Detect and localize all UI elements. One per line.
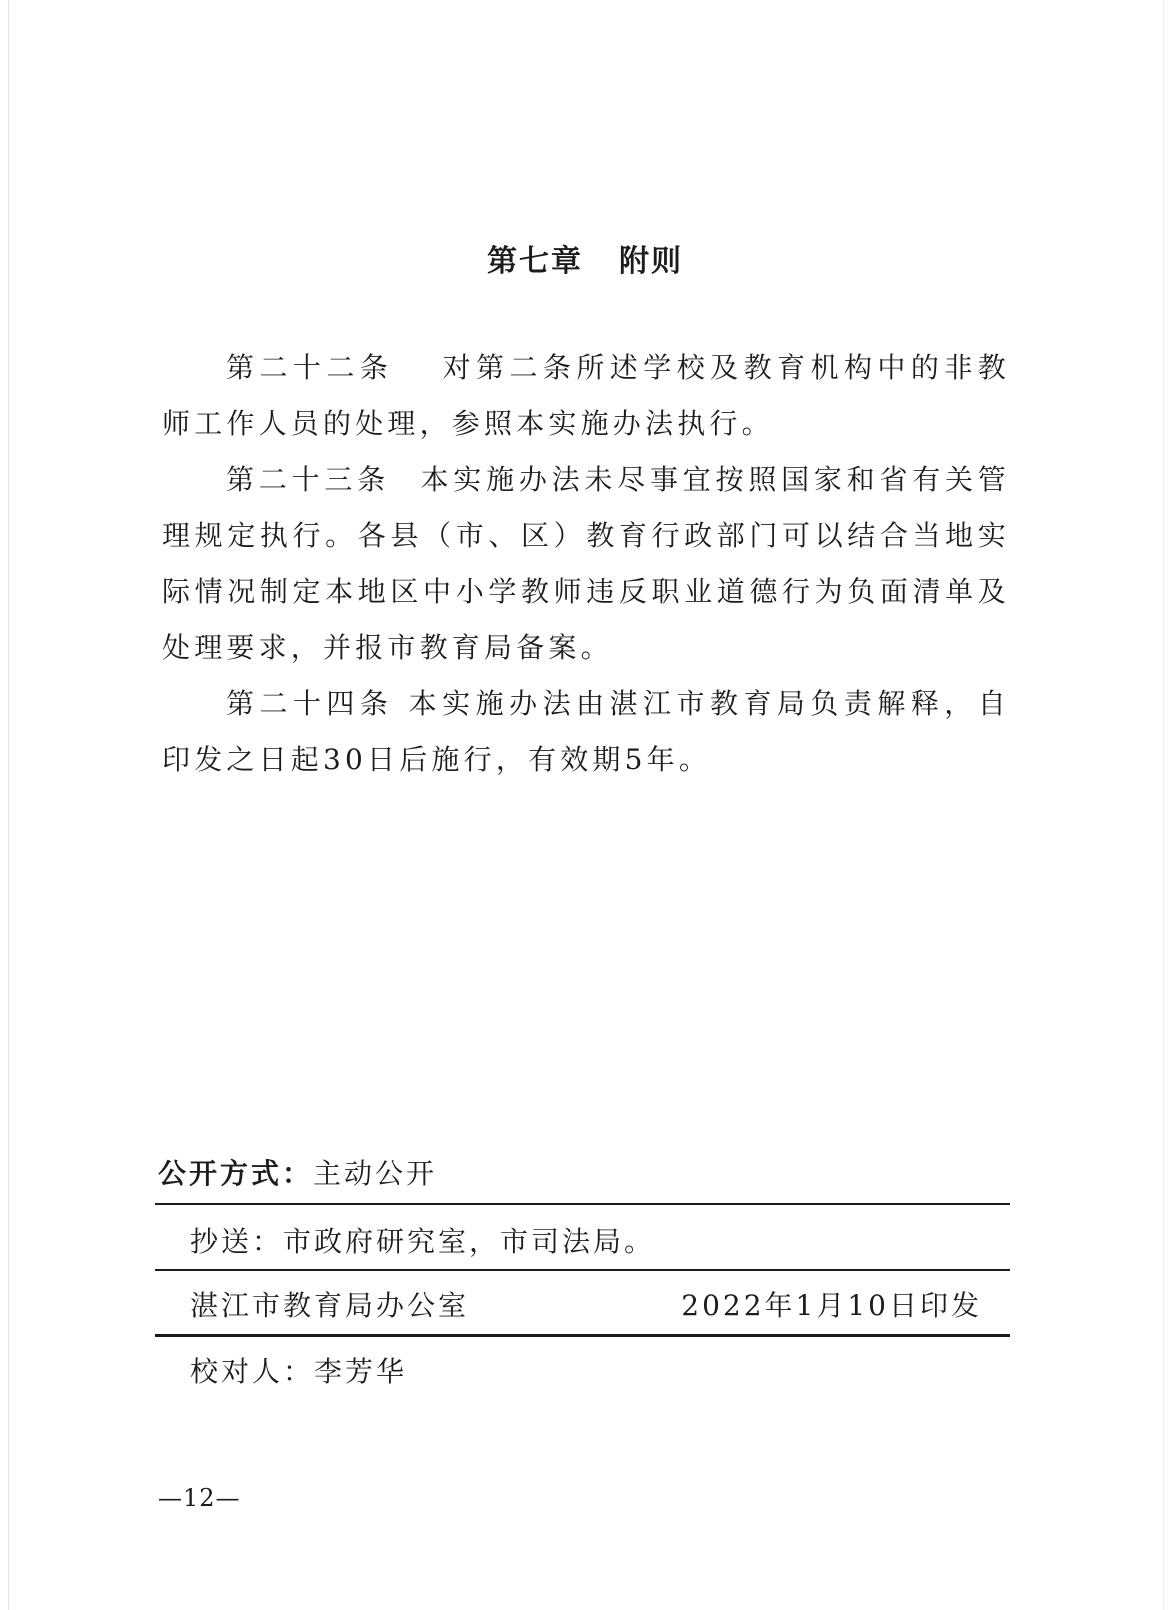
cc-label: 抄送： (190, 1225, 284, 1258)
cc-line (190, 1220, 655, 1260)
page-number: —12— (158, 1484, 241, 1512)
article-22-number: 第二十二条 (226, 351, 394, 384)
article-24-number: 第二十四条 (226, 687, 394, 720)
article-22-text: 对第二条所述学校及教育机构中的非教师工作人员的处理，参照本实施办法执行。 (162, 351, 1010, 440)
disclosure-line (158, 1152, 437, 1192)
issuer: 湛江市教育局办公室 (190, 1289, 470, 1322)
footer-rule-middle (155, 1269, 1010, 1271)
proofreader-line (190, 1350, 407, 1390)
proofreader-name: 李芳华 (314, 1355, 408, 1388)
footer-rule-bottom (155, 1334, 1010, 1337)
article-24-text: 本实施办法由湛江市教育局负责解释，自印发之日起30日后施行，有效期5年。 (162, 687, 1010, 776)
footer-rule-top (155, 1203, 1010, 1205)
disclosure-label: 公开方式： (158, 1157, 314, 1190)
chapter-number: 第七章 (487, 244, 583, 279)
chapter-title: 附则 (619, 244, 683, 279)
cc-value: 市政府研究室，市司法局。 (283, 1225, 656, 1258)
article-23-text: 本实施办法未尽事宜按照国家和省有关管理规定执行。各县（市、区）教育行政部门可以结合当地实际情况制定本地区中小学教师违反职业道德行为负面清单及处理要求，并报市教育局备案。 (162, 463, 1010, 664)
issue-date: 2022年1月10日印发 (681, 1289, 982, 1322)
chapter-heading (0, 236, 1170, 280)
article-22 (162, 340, 1010, 452)
disclosure-value: 主动公开 (313, 1157, 438, 1190)
article-23 (162, 452, 1010, 676)
article-23-number: 第二十三条 (226, 463, 390, 496)
article-24 (162, 676, 1010, 788)
proofreader-label: 校对人： (190, 1355, 315, 1388)
